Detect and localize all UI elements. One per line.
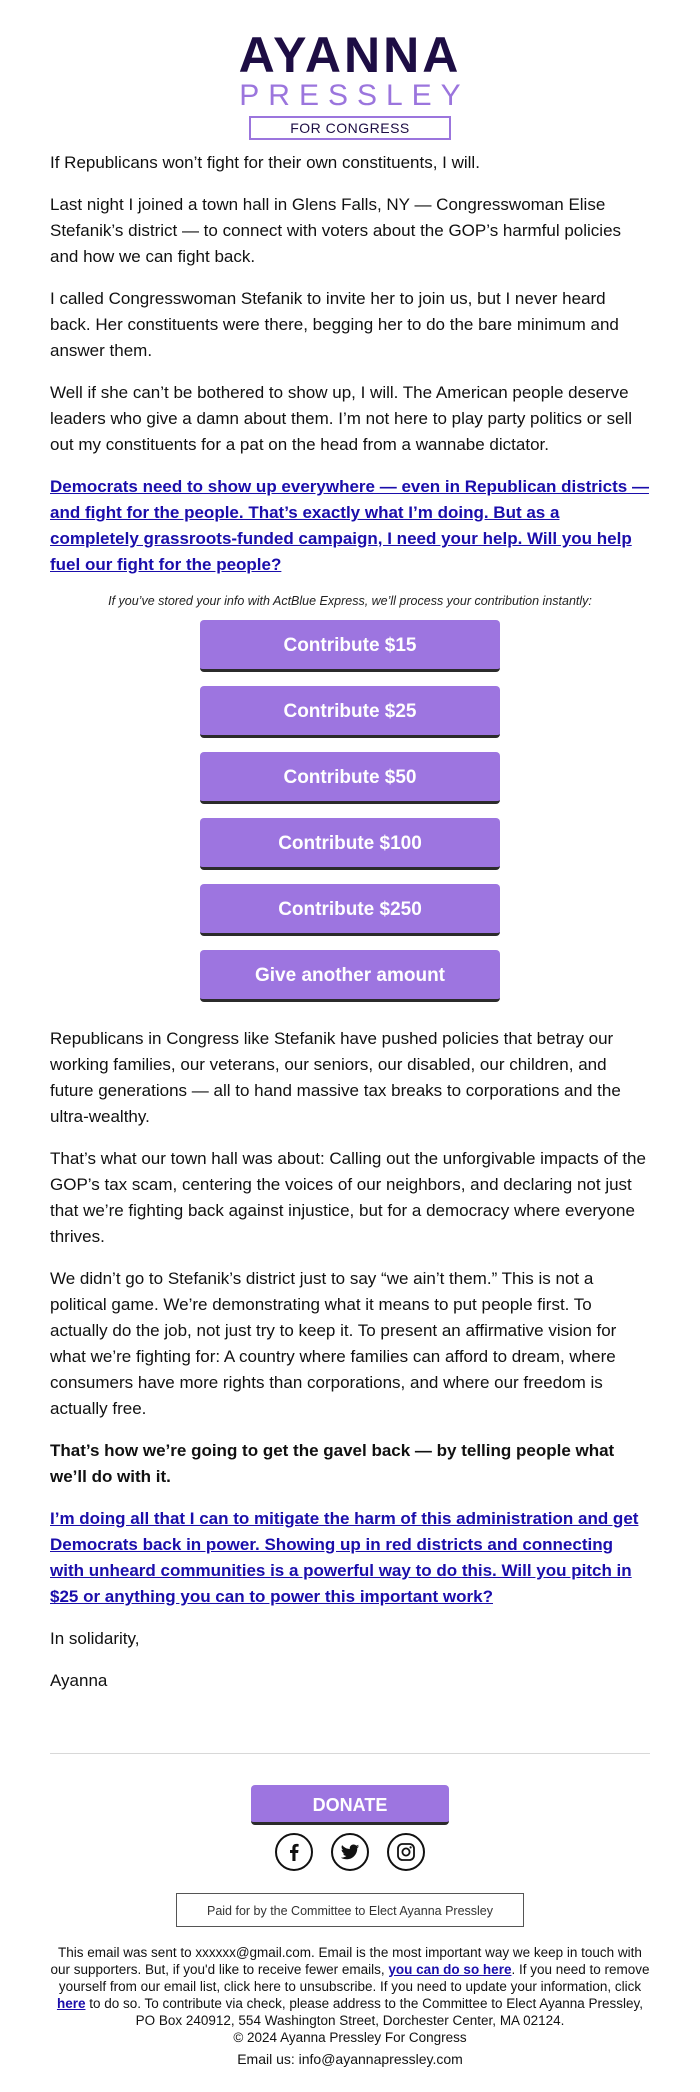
disclaimer-text-b: . If you need to remove yourself from our email list, click here to unsubscribe. If you need to update your information, click: [58, 1962, 650, 1994]
paid-for-disclaimer: Paid for by the Committee to Elect Ayanna Pressley: [176, 1893, 524, 1927]
donate-button[interactable]: DONATE: [251, 1785, 449, 1825]
pitch-in-link[interactable]: I’m doing all that I can to mitigate the harm of this administration and get Democrats back in power. Showing up in red districts and connecting with unheard communities is a powerful way to do this. Will you pitch in $25 or anything you can to power this important work?: [50, 1509, 639, 1606]
paragraph-show-up: Well if she can’t be bothered to show up, I will. The American people deserve leaders who give a damn about them. I’m not here to play party politics or sell out my constituents for a pat on the head from a wannabe dictator.: [50, 383, 633, 454]
logo-tagline: FOR CONGRESS: [249, 116, 451, 140]
logo-surname: PRESSLEY: [239, 79, 470, 112]
closing-text: In solidarity,: [50, 1629, 140, 1648]
paragraph-intro: If Republicans won’t fight for their own constituents, I will.: [50, 153, 480, 172]
facebook-icon[interactable]: [275, 1833, 313, 1871]
disclaimer-text-c: to do so. To contribute via check, please address to the Committee to Elect Ayanna Pressley, PO Box 240912, 554 Washington Street, Dorchester Center, MA 02124.: [85, 1996, 644, 2028]
give-another-amount-button[interactable]: Give another amount: [200, 950, 500, 1002]
footer-divider: [50, 1753, 650, 1754]
fewer-emails-link[interactable]: you can do so here: [388, 1962, 512, 1977]
email-us-text: Email us: info@ayannapressley.com: [237, 2051, 463, 2067]
contribute-100-button[interactable]: Contribute $100: [200, 818, 500, 870]
contribute-250-button[interactable]: Contribute $250: [200, 884, 500, 936]
paragraph-town-hall: Last night I joined a town hall in Glens Falls, NY — Congresswoman Elise Stefanik’s district — to connect with voters about the GOP’s harmful policies and how we can fight back.: [50, 195, 622, 266]
paragraph-policies: Republicans in Congress like Stefanik have pushed policies that betray our working families, our veterans, our seniors, our disabled, our children, and future generations — all to hand massive tax breaks to corporations and the ultra-wealthy.: [50, 1029, 621, 1126]
copyright: © 2024 Ayanna Pressley For Congress: [233, 2030, 467, 2045]
paragraph-not-political: We didn’t go to Stefanik’s district just to say “we ain’t them.” This is not a political game. We’re demonstrating what it means to put people first. To actually do the job, not just try to keep it. To present an affirmative vision for what we’re fighting for: A country where families can afford to dream, where consumers have more rights than corporations, and where our freedom is actually free.: [50, 1269, 617, 1418]
update-info-link[interactable]: here: [56, 1996, 86, 2011]
twitter-icon[interactable]: [331, 1833, 369, 1871]
fuel-fight-link[interactable]: Democrats need to show up everywhere — even in Republican districts — and fight for the people. That’s exactly what I’m doing. But as a completely grassroots-funded campaign, I need your help. Will you help fuel our fight for the people?: [50, 477, 649, 574]
paragraph-gavel: That’s how we’re going to get the gavel back — by telling people what we’ll do with it.: [50, 1441, 615, 1486]
contribute-25-button[interactable]: Contribute $25: [200, 686, 500, 738]
social-links: [0, 1833, 700, 1871]
campaign-logo: [0, 27, 700, 140]
logo-name: AYANNA: [238, 27, 462, 83]
signature: Ayanna: [50, 1671, 108, 1690]
contribution-buttons: [50, 620, 650, 1002]
paragraph-invite: I called Congresswoman Stefanik to invite her to join us, but I never heard back. Her constituents were there, begging her to do the bare minimum and answer them.: [50, 289, 619, 360]
contribute-15-button[interactable]: Contribute $15: [200, 620, 500, 672]
disclaimer-text-a: This email was sent to xxxxxx@gmail.com. Email is the most important way we keep in touch with our supporters. But, if you'd like to receive fewer emails,: [50, 1945, 642, 1977]
footer-disclaimer: [50, 1944, 650, 2046]
paragraph-tax-scam: That’s what our town hall was about: Calling out the unforgivable impacts of the GOP’s tax scam, centering the voices of our neighbors, and declaring not just that we’re fighting back against injustice, but for a democracy where everyone thrives.: [50, 1149, 646, 1246]
instagram-icon[interactable]: [387, 1833, 425, 1871]
email-body: [50, 150, 650, 1710]
contribute-50-button[interactable]: Contribute $50: [200, 752, 500, 804]
actblue-express-note: If you’ve stored your info with ActBlue Express, we’ll process your contribution instantly:: [108, 594, 592, 608]
